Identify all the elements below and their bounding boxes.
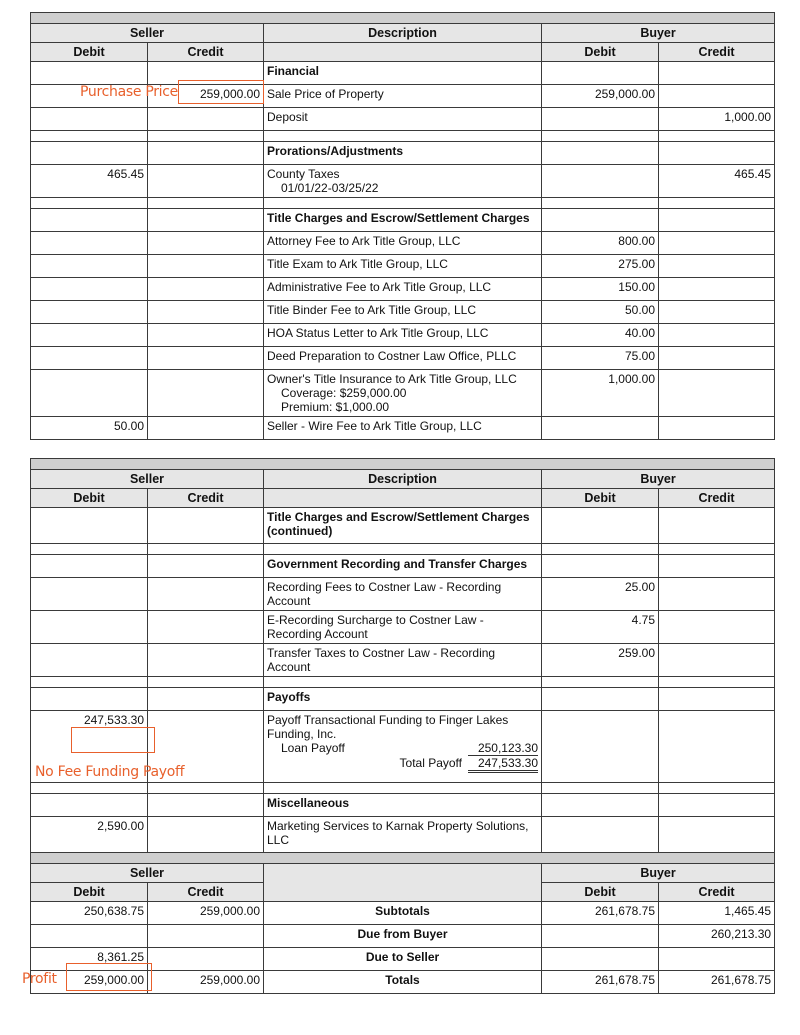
seller-debit-cell: 250,638.75 — [31, 902, 148, 925]
section-heading: Government Recording and Transfer Charges — [264, 555, 542, 578]
table-row — [31, 578, 775, 611]
buyer-credit-header: Credit — [659, 489, 775, 508]
loan-payoff-label: Loan Payoff — [281, 741, 345, 755]
description-header: Description — [264, 24, 542, 43]
header-row-groups — [31, 470, 775, 489]
totals-label: Subtotals — [264, 902, 542, 925]
table-top-bar — [31, 459, 775, 470]
table-row — [31, 108, 775, 131]
buyer-debit-cell: 800.00 — [542, 232, 659, 255]
spacer-row — [31, 783, 775, 794]
settlement-table-page1 — [30, 12, 775, 440]
buyer-header: Buyer — [542, 470, 775, 489]
subtotals-row — [31, 902, 775, 925]
spacer-row — [31, 198, 775, 209]
section-heading: Payoffs — [264, 688, 542, 711]
loan-payoff-amount: 250,123.30 — [468, 741, 538, 756]
seller-debit-cell: 247,533.30 — [31, 711, 148, 783]
description-cell: Administrative Fee to Ark Title Group, LLC — [264, 278, 542, 301]
buyer-debit-cell: 259.00 — [542, 644, 659, 677]
buyer-debit-cell: 1,000.00 — [542, 370, 659, 417]
seller-debit-header: Debit — [31, 489, 148, 508]
table-row — [31, 165, 775, 198]
description-cell — [264, 370, 542, 417]
buyer-credit-header: Credit — [659, 43, 775, 62]
table-row — [31, 301, 775, 324]
table-row — [31, 347, 775, 370]
coverage-text: Coverage: $259,000.00 — [281, 386, 407, 400]
total-payoff-amount: 247,533.30 — [468, 756, 538, 773]
period-text: 01/01/22-03/25/22 — [281, 181, 379, 195]
no-fee-payoff-highlight-box — [71, 727, 155, 753]
description-cell: Deed Preparation to Costner Law Office, PLLC — [264, 347, 542, 370]
purchase-price-annotation: Purchase Price — [80, 84, 178, 100]
section-heading-row — [31, 688, 775, 711]
totals-top-bar — [31, 853, 775, 864]
buyer-credit-cell: 1,000.00 — [659, 108, 775, 131]
table-row — [31, 370, 775, 417]
seller-debit-cell: 465.45 — [31, 165, 148, 198]
table-row — [31, 324, 775, 347]
table-row — [31, 232, 775, 255]
seller-debit-cell: 2,590.00 — [31, 817, 148, 853]
buyer-header: Buyer — [542, 864, 775, 883]
seller-header: Seller — [31, 24, 264, 43]
description-cell: Title Exam to Ark Title Group, LLC — [264, 255, 542, 278]
buyer-debit-cell: 25.00 — [542, 578, 659, 611]
section-heading: Title Charges and Escrow/Settlement Charges — [264, 209, 542, 232]
description-cell: E-Recording Surcharge to Costner Law - Recording Account — [264, 611, 542, 644]
seller-credit-cell: 259,000.00 — [148, 902, 264, 925]
description-text: County Taxes — [267, 167, 340, 181]
spacer-row — [31, 131, 775, 142]
description-header: Description — [264, 470, 542, 489]
seller-credit-header: Credit — [148, 43, 264, 62]
section-heading-row — [31, 794, 775, 817]
seller-debit-header: Debit — [31, 883, 148, 902]
loan-payoff-line — [267, 741, 538, 756]
buyer-debit-cell: 259,000.00 — [542, 85, 659, 108]
buyer-debit-cell: 50.00 — [542, 301, 659, 324]
totals-label: Due from Buyer — [264, 925, 542, 948]
total-payoff-label: Total Payoff — [399, 756, 462, 770]
buyer-debit-cell: 275.00 — [542, 255, 659, 278]
description-cell — [264, 165, 542, 198]
seller-credit-header: Credit — [148, 489, 264, 508]
section-heading-row — [31, 508, 775, 544]
description-cell: Sale Price of Property — [264, 85, 542, 108]
buyer-debit-header: Debit — [542, 489, 659, 508]
premium-text: Premium: $1,000.00 — [281, 400, 390, 414]
section-heading: Prorations/Adjustments — [264, 142, 542, 165]
totals-label: Totals — [264, 971, 542, 994]
seller-debit-cell: 8,361.25 — [31, 948, 148, 971]
buyer-debit-header: Debit — [542, 883, 659, 902]
due-from-buyer-row — [31, 925, 775, 948]
description-cell: Attorney Fee to Ark Title Group, LLC — [264, 232, 542, 255]
no-fee-payoff-annotation: No Fee Funding Payoff — [35, 764, 185, 780]
description-cell: Marketing Services to Karnak Property Solutions, LLC — [264, 817, 542, 853]
buyer-credit-cell: 465.45 — [659, 165, 775, 198]
buyer-debit-cell: 261,678.75 — [542, 902, 659, 925]
purchase-price-highlight-box — [178, 80, 264, 104]
section-heading-row — [31, 555, 775, 578]
seller-header: Seller — [31, 864, 264, 883]
seller-debit-cell: 50.00 — [31, 417, 148, 440]
buyer-debit-cell: 150.00 — [542, 278, 659, 301]
buyer-credit-header: Credit — [659, 883, 775, 902]
table-row — [31, 255, 775, 278]
table-row — [31, 417, 775, 440]
seller-credit-header: Credit — [148, 883, 264, 902]
totals-label: Due to Seller — [264, 948, 542, 971]
profit-highlight-box — [66, 963, 152, 991]
buyer-debit-header: Debit — [542, 43, 659, 62]
table-row — [31, 644, 775, 677]
description-text: Owner's Title Insurance to Ark Title Group, LLC — [267, 372, 517, 386]
description-cell: Transfer Taxes to Costner Law - Recording Account — [264, 644, 542, 677]
buyer-debit-cell: 75.00 — [542, 347, 659, 370]
section-heading-row — [31, 209, 775, 232]
table-top-bar — [31, 13, 775, 24]
seller-debit-cell: 259,000.00 — [31, 971, 148, 994]
totals-header-groups — [31, 864, 775, 883]
header-row-cols — [31, 489, 775, 508]
section-heading-row — [31, 62, 775, 85]
buyer-credit-cell: 261,678.75 — [659, 971, 775, 994]
description-cell: HOA Status Letter to Ark Title Group, LLC — [264, 324, 542, 347]
description-cell: Seller - Wire Fee to Ark Title Group, LLC — [264, 417, 542, 440]
seller-credit-cell: 259,000.00 — [148, 971, 264, 994]
buyer-credit-cell: 260,213.30 — [659, 925, 775, 948]
section-heading: Miscellaneous — [264, 794, 542, 817]
buyer-header: Buyer — [542, 24, 775, 43]
buyer-debit-cell: 4.75 — [542, 611, 659, 644]
table-row — [31, 611, 775, 644]
section-heading: Financial — [264, 62, 542, 85]
buyer-debit-cell: 40.00 — [542, 324, 659, 347]
table-row — [31, 278, 775, 301]
description-text: Payoff Transactional Funding to Finger Lakes Funding, Inc. — [267, 713, 509, 741]
total-payoff-line — [267, 756, 538, 773]
description-cell — [264, 711, 542, 783]
buyer-credit-cell: 1,465.45 — [659, 902, 775, 925]
seller-credit-cell: 259,000.00 — [148, 85, 264, 108]
description-cell: Recording Fees to Costner Law - Recording Account — [264, 578, 542, 611]
header-row-groups — [31, 24, 775, 43]
settlement-table-page2 — [30, 458, 775, 994]
buyer-debit-cell: 261,678.75 — [542, 971, 659, 994]
table-row — [31, 817, 775, 853]
header-row-cols — [31, 43, 775, 62]
profit-annotation: Profit — [22, 971, 57, 987]
seller-header: Seller — [31, 470, 264, 489]
description-cell: Title Binder Fee to Ark Title Group, LLC — [264, 301, 542, 324]
spacer-row — [31, 544, 775, 555]
section-heading: Title Charges and Escrow/Settlement Charges (continued) — [264, 508, 542, 544]
section-heading-row — [31, 142, 775, 165]
seller-debit-header: Debit — [31, 43, 148, 62]
spacer-row — [31, 677, 775, 688]
description-cell: Deposit — [264, 108, 542, 131]
